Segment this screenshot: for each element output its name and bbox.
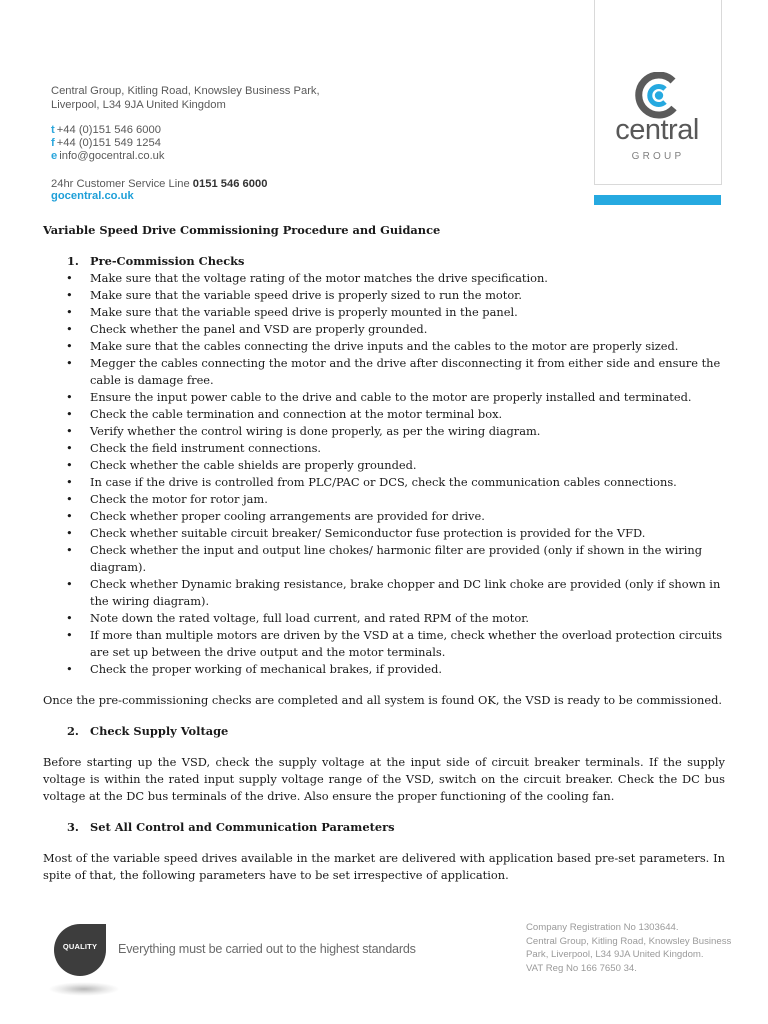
company-line: Park, Liverpool, L34 9JA United Kingdom. [526, 949, 704, 960]
company-line: Central Group, Kitling Road, Knowsley Business [526, 935, 732, 947]
list-item: • Make sure that the cables connecting the drive inputs and the cables to the motor are properly sized. [43, 338, 725, 355]
phone-line: t +44 (0)151 546 6000 [51, 124, 161, 136]
list-item: • Check the cable termination and connection at the motor terminal box. [43, 406, 725, 423]
website-link[interactable]: gocentral.co.uk [51, 190, 134, 202]
list-item: • Check whether Dynamic braking resistance, brake chopper and DC link choke are provided (only if shown in the wiring diagram). [43, 576, 725, 610]
list-item: • Make sure that the voltage rating of the motor matches the drive specification. [43, 270, 725, 287]
paragraph: Once the pre-commissioning checks are completed and all system is found OK, the VSD is ready to be commissioned. [43, 693, 722, 707]
section-heading: 3. Set All Control and Communication Parameters [67, 820, 395, 834]
company-line: Company Registration No 1303644. [526, 922, 679, 933]
section-heading: 1. Pre-Commission Checks [67, 254, 245, 268]
list-item: • Check whether the cable shields are properly grounded. [43, 457, 725, 474]
service-line: 24hr Customer Service Line 0151 546 6000 [51, 178, 268, 190]
logo-group-text: GROUP [631, 151, 685, 162]
list-item: • Check whether proper cooling arrangements are provided for drive. [43, 508, 725, 525]
list-item: • If more than multiple motors are driven by the VSD at a time, check whether the overload protection circuits are set up between the drive output and the motor terminals. [43, 627, 725, 661]
email-line: e info@gocentral.co.uk [51, 150, 165, 162]
contact-details [51, 124, 165, 163]
section-heading: 2. Check Supply Voltage [67, 724, 229, 738]
company-address [51, 84, 320, 112]
footer-tagline: Everything must be carried out to the highest standards [118, 942, 416, 956]
badge-shadow [48, 982, 120, 996]
central-logo-icon [632, 72, 684, 120]
address-line: Central Group, Kitling Road, Knowsley Business Park, [51, 85, 320, 97]
company-registration [526, 921, 731, 975]
list-item: • Megger the cables connecting the motor and the drive after disconnecting it from either side and ensure the cable is damage free. [43, 355, 725, 389]
quality-badge-text: QUALITY [62, 942, 98, 951]
list-item: • Check the proper working of mechanical brakes, if provided. [43, 661, 725, 678]
list-item: • In case if the drive is controlled from PLC/PAC or DCS, check the communication cables connections. [43, 474, 725, 491]
document-title: Variable Speed Drive Commissioning Procedure and Guidance [43, 223, 441, 237]
logo-wordmark: central [615, 114, 699, 146]
list-item: • Check whether the input and output line chokes/ harmonic filter are provided (only if shown in the wiring diagram). [43, 542, 725, 576]
list-item: • Check whether the panel and VSD are properly grounded. [43, 321, 725, 338]
list-item: • Verify whether the control wiring is done properly, as per the wiring diagram. [43, 423, 725, 440]
address-line: Liverpool, L34 9JA United Kingdom [51, 99, 226, 111]
list-item: • Note down the rated voltage, full load current, and rated RPM of the motor. [43, 610, 725, 627]
fax-line: f +44 (0)151 549 1254 [51, 137, 161, 149]
list-item: • Check the field instrument connections. [43, 440, 725, 457]
service-number: 0151 546 6000 [192, 178, 268, 190]
company-line: VAT Reg No 166 7650 34. [526, 962, 637, 974]
brand-accent-bar [594, 195, 721, 205]
pre-commission-checklist [43, 270, 725, 678]
document-body [43, 222, 725, 884]
list-item: • Check the motor for rotor jam. [43, 491, 725, 508]
list-item: • Check whether suitable circuit breaker/ Semiconductor fuse protection is provided for the VFD. [43, 525, 725, 542]
paragraph: Most of the variable speed drives available in the market are delivered with application based pre-set parameters. In spite of that, the following parameters have to be set irrespective of application. [43, 851, 725, 882]
list-item: • Make sure that the variable speed drive is properly sized to run the motor. [43, 287, 725, 304]
paragraph: Before starting up the VSD, check the supply voltage at the input side of circuit breaker terminals. If the supply voltage is within the rated input supply voltage range of the VSD, switch on the circuit breaker. Check the DC bus voltage at the DC bus terminals of the drive. Also ensure the proper functioning of the cooling fan. [43, 755, 725, 803]
list-item: • Ensure the input power cable to the drive and cable to the motor are properly installed and terminated. [43, 389, 725, 406]
list-item: • Make sure that the variable speed drive is properly mounted in the panel. [43, 304, 725, 321]
